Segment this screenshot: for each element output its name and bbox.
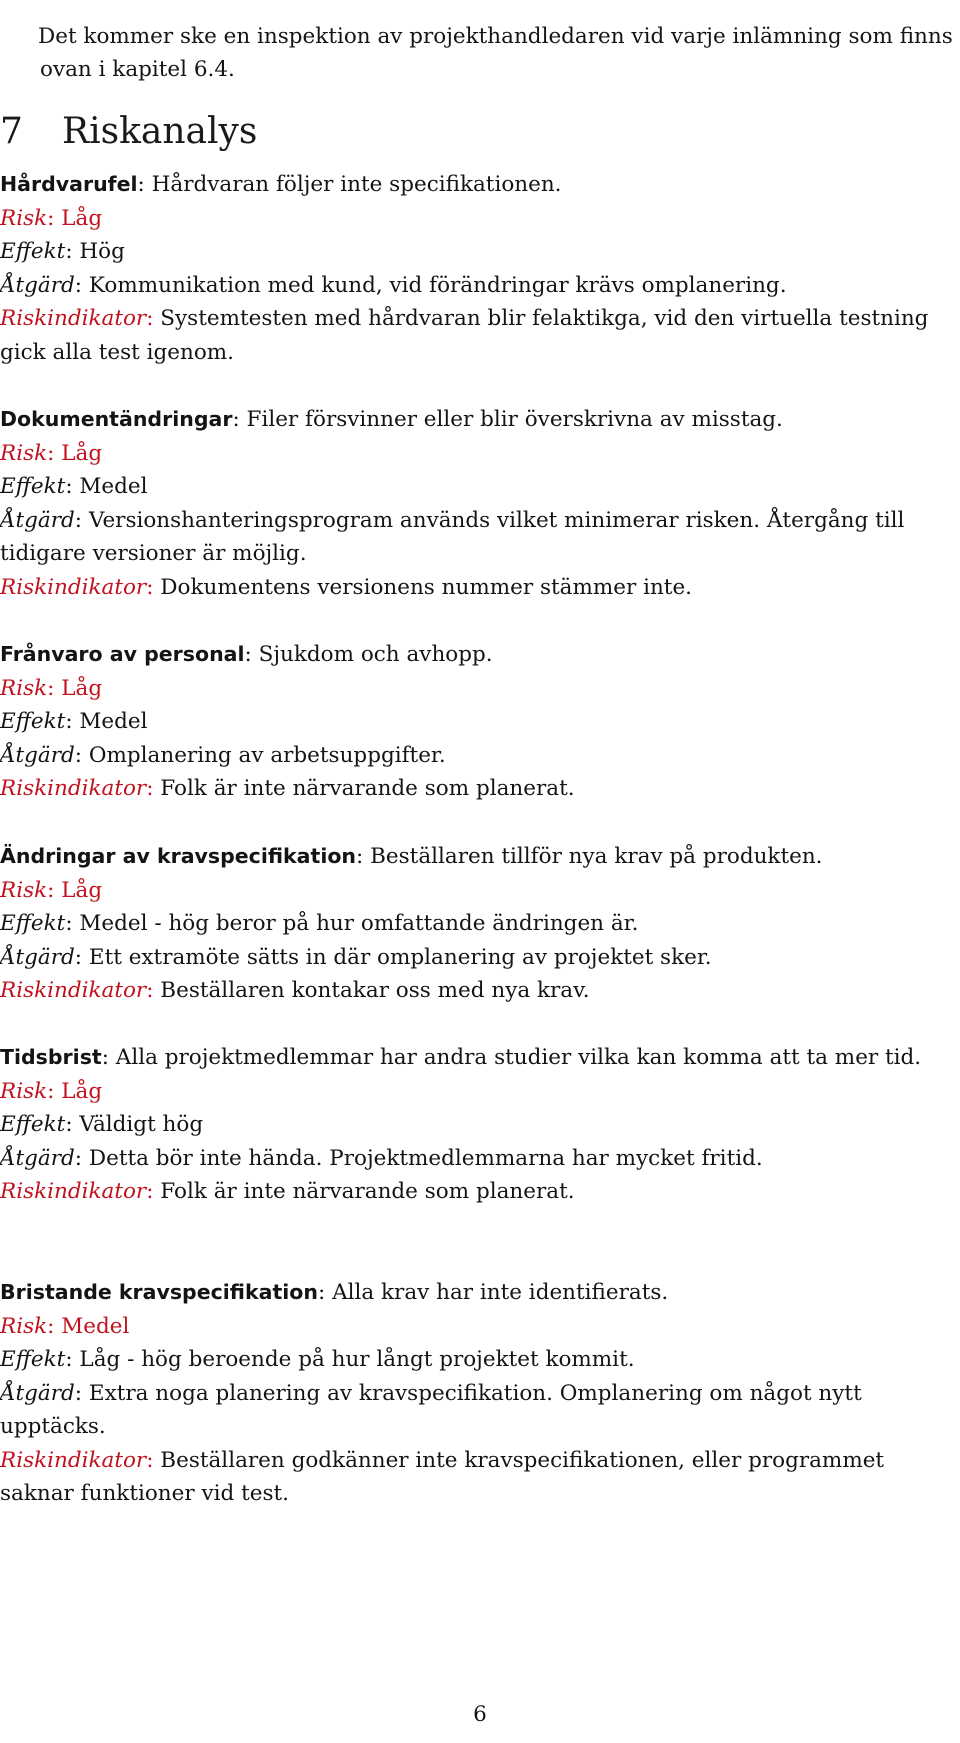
risk-level: Medel	[61, 1313, 130, 1339]
risk-heading-line: Dokumentändringar: Filer försvinner eller blir överskrivna av misstag.	[0, 407, 783, 432]
indicator-line: Riskindikator: Beställaren godkänner inte kravspecifikationen, eller programmet saknar funktioner vid test.	[0, 1447, 885, 1506]
indicator-value: Beställaren kontakar oss med nya krav.	[160, 978, 590, 1003]
action-value: Detta bör inte hända. Projektmedlemmarna har mycket fritid.	[88, 1145, 763, 1171]
risk-level-line: Risk: Låg	[0, 675, 103, 701]
indicator-line: Riskindikator: Beställaren kontakar oss med nya krav.	[0, 978, 590, 1003]
risk-heading-line: Bristande kravspecifikation: Alla krav har inte identifierats.	[0, 1280, 669, 1305]
effect-value: Låg - hög beroende på hur långt projektet kommit.	[79, 1347, 635, 1372]
effect-line: Effekt: Medel	[0, 474, 148, 499]
effect-value: Medel	[79, 709, 148, 734]
risk-level: Låg	[61, 877, 103, 903]
risk-description: Alla projektmedlemmar har andra studier vilka kan komma att ta mer tid.	[115, 1045, 922, 1070]
risk-description: Hårdvaran följer inte specifikationen.	[151, 172, 562, 197]
indicator-value: Beställaren godkänner inte kravspecifikationen, eller programmet saknar funktioner vid test.	[0, 1447, 885, 1506]
risk-entry-hardvarufel	[0, 168, 960, 369]
effect-value: Medel	[79, 474, 148, 499]
indicator-value: Systemtesten med hårdvaran blir felaktikga, vid den virtuella testning gick alla test igenom.	[0, 306, 929, 365]
section-number: 7	[0, 111, 23, 152]
indicator-value: Folk är inte närvarande som planerat.	[160, 776, 575, 801]
action-line: Åtgärd: Detta bör inte hända. Projektmedlemmarna har mycket fritid.	[0, 1145, 763, 1171]
action-value: Ett extramöte sätts in där omplanering av projektet sker.	[88, 944, 712, 970]
risk-level-line: Risk: Låg	[0, 205, 103, 231]
effect-value: Medel - hög beror på hur omfattande ändringen är.	[79, 911, 639, 936]
risk-level: Låg	[61, 675, 103, 701]
risk-entry-andringar-kravspec	[0, 840, 960, 1008]
risk-heading-line: Tidsbrist: Alla projektmedlemmar har andra studier vilka kan komma att ta mer tid.	[0, 1045, 922, 1070]
risk-level: Låg	[61, 1078, 103, 1104]
risk-description: Alla krav har inte identifierats.	[332, 1280, 669, 1305]
risk-term: Tidsbrist	[0, 1045, 102, 1069]
risk-entry-tidsbrist	[0, 1041, 960, 1209]
action-line: Åtgärd: Versionshanteringsprogram används vilket minimerar risken. Återgång till tidigare versioner är möjlig.	[0, 507, 905, 566]
intro-paragraph: Det kommer ske en inspektion av projekthandledaren vid varje inlämning som finns ovan i kapitel 6.4.	[38, 23, 953, 82]
effect-value: Väldigt hög	[79, 1112, 204, 1137]
effect-line: Effekt: Medel - hög beror på hur omfattande ändringen är.	[0, 911, 639, 936]
section-heading	[0, 104, 257, 160]
action-value: Kommunikation med kund, vid förändringar krävs omplanering.	[88, 272, 787, 298]
effect-line: Effekt: Medel	[0, 709, 148, 734]
effect-line: Effekt: Väldigt hög	[0, 1112, 204, 1137]
risk-term: Hårdvarufel	[0, 172, 138, 196]
indicator-line: Riskindikator: Folk är inte närvarande som planerat.	[0, 1179, 575, 1204]
risk-entry-bristande-kravspec	[0, 1276, 960, 1511]
effect-line: Effekt: Hög	[0, 239, 125, 264]
risk-level-line: Risk: Låg	[0, 1078, 103, 1104]
risk-term: Bristande kravspecifikation	[0, 1280, 318, 1304]
action-value: Versionshanteringsprogram används vilket minimerar risken. Återgång till tidigare versioner är möjlig.	[0, 507, 905, 566]
risk-description: Filer försvinner eller blir överskrivna av misstag.	[246, 407, 783, 432]
action-line: Åtgärd: Extra noga planering av kravspecifikation. Omplanering om något nytt upptäcks.	[0, 1380, 862, 1439]
indicator-line: Riskindikator: Systemtesten med hårdvaran blir felaktikga, vid den virtuella testning gick alla test igenom.	[0, 306, 929, 365]
risk-heading-line: Hårdvarufel: Hårdvaran följer inte specifikationen.	[0, 172, 562, 197]
indicator-value: Dokumentens versionens nummer stämmer inte.	[160, 574, 693, 600]
action-line: Åtgärd: Omplanering av arbetsuppgifter.	[0, 742, 446, 768]
risk-level-line: Risk: Medel	[0, 1313, 130, 1339]
effect-line: Effekt: Låg - hög beroende på hur långt projektet kommit.	[0, 1347, 635, 1372]
risk-entry-franvaro	[0, 638, 960, 806]
risk-level-line: Risk: Låg	[0, 440, 103, 466]
indicator-line: Riskindikator: Dokumentens versionens nummer stämmer inte.	[0, 574, 693, 600]
indicator-line: Riskindikator: Folk är inte närvarande som planerat.	[0, 776, 575, 801]
action-value: Extra noga planering av kravspecifikation. Omplanering om något nytt upptäcks.	[0, 1380, 862, 1439]
risk-heading-line: Frånvaro av personal: Sjukdom och avhopp.	[0, 642, 493, 667]
page-number: 6	[473, 1702, 487, 1727]
risk-description: Beställaren tillför nya krav på produkten.	[370, 844, 823, 869]
action-line: Åtgärd: Ett extramöte sätts in där omplanering av projektet sker.	[0, 944, 712, 970]
risk-level-line: Risk: Låg	[0, 877, 103, 903]
risk-level: Låg	[61, 205, 103, 231]
risk-term: Frånvaro av personal	[0, 642, 245, 666]
risk-level: Låg	[61, 440, 103, 466]
effect-value: Hög	[79, 239, 125, 264]
indicator-value: Folk är inte närvarande som planerat.	[160, 1179, 575, 1204]
risk-entry-dokumentandringar	[0, 403, 960, 604]
risk-description: Sjukdom och avhopp.	[258, 642, 493, 667]
risk-heading-line: Ändringar av kravspecifikation: Beställaren tillför nya krav på produkten.	[0, 844, 823, 869]
section-title: Riskanalys	[62, 111, 258, 152]
risk-term: Ändringar av kravspecifikation	[0, 844, 357, 868]
action-line: Åtgärd: Kommunikation med kund, vid förändringar krävs omplanering.	[0, 272, 787, 298]
risk-term: Dokumentändringar	[0, 407, 233, 431]
action-value: Omplanering av arbetsuppgifter.	[88, 742, 446, 768]
